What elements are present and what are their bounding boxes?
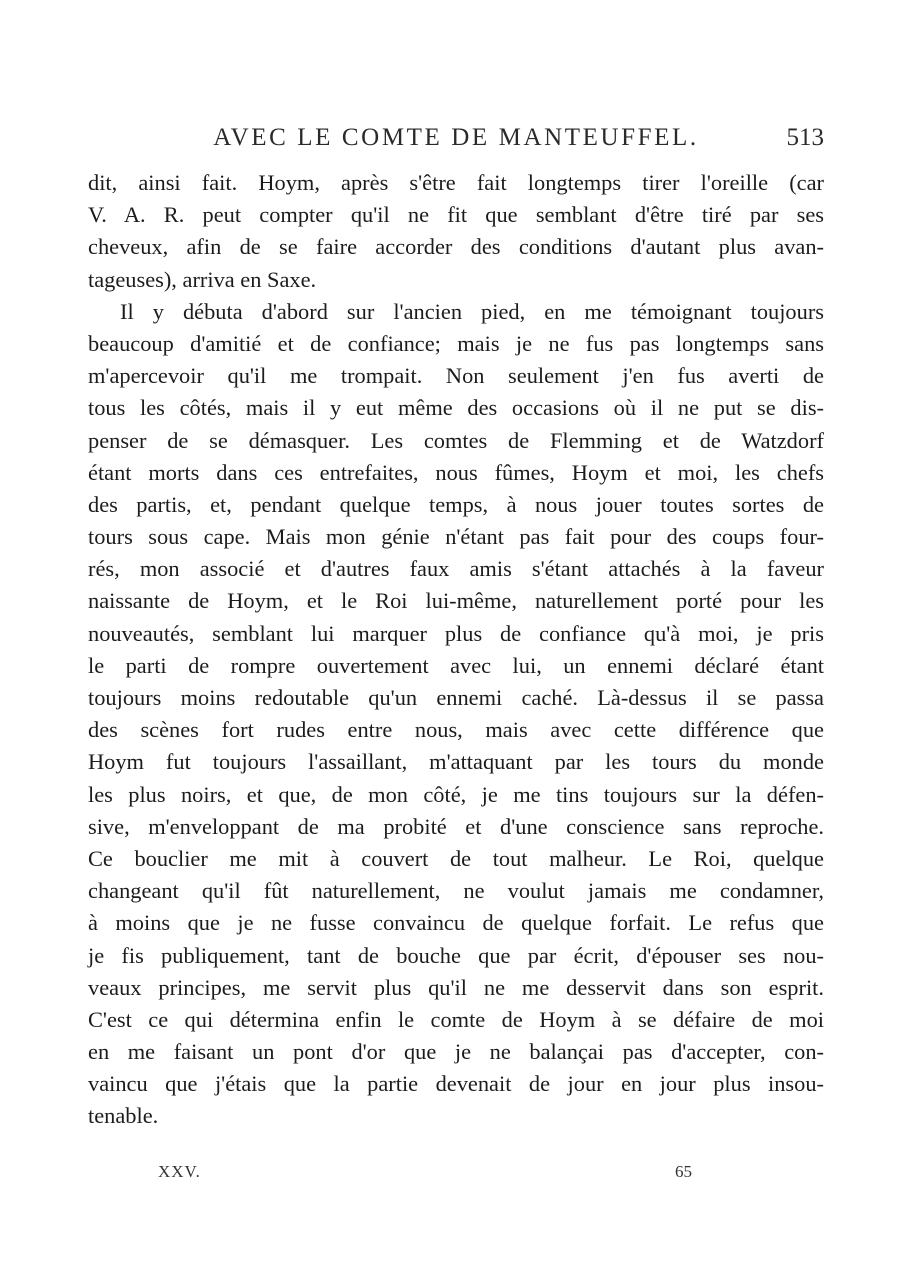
- text-line: vaincu que j'étais que la partie devenait de jour en jour plus insou-: [88, 1071, 824, 1097]
- text-line: en me faisant un pont d'or que je ne balançai pas d'accepter, con-: [88, 1039, 824, 1065]
- text-line: tous les côtés, mais il y eut même des occasions où il ne put se dis-: [88, 395, 824, 421]
- text-line: changeant qu'il fût naturellement, ne voulut jamais me condamner,: [88, 878, 824, 904]
- text-line: beaucoup d'amitié et de confiance; mais je ne fus pas longtemps sans: [88, 330, 824, 356]
- text-line: C'est ce qui détermina enfin le comte de Hoym à se défaire de moi: [88, 1006, 824, 1032]
- text-line: Hoym fut toujours l'assaillant, m'attaquant par les tours du monde: [88, 749, 824, 775]
- running-head: [88, 120, 824, 156]
- folio-number: 65: [675, 1162, 692, 1181]
- text-line: veaux principes, me servit plus qu'il ne me desservit dans son esprit.: [88, 974, 824, 1000]
- text-line: des partis, et, pendant quelque temps, à nous jouer toutes sortes de: [88, 491, 824, 517]
- running-title: AVEC LE COMTE DE MANTEUFFEL.: [213, 124, 699, 151]
- text-line: tenable.: [88, 1103, 159, 1129]
- text-line: V. A. R. peut compter qu'il ne fit que semblant d'être tiré par ses: [88, 202, 824, 228]
- text-line: cheveux, afin de se faire accorder des conditions d'autant plus avan-: [88, 234, 824, 260]
- text-line: nouveautés, semblant lui marquer plus de confiance qu'à moi, je pris: [88, 620, 824, 646]
- text-line: naissante de Hoym, et le Roi lui-même, naturellement porté pour les: [88, 588, 824, 614]
- text-line: les plus noirs, et que, de mon côté, je me tins toujours sur la défen-: [88, 781, 824, 807]
- text-line: m'apercevoir qu'il me trompait. Non seulement j'en fus averti de: [88, 363, 824, 389]
- text-line: sive, m'enveloppant de ma probité et d'une conscience sans reproche.: [88, 813, 824, 839]
- text-line: des scènes fort rudes entre nous, mais avec cette différence que: [88, 717, 824, 743]
- text-line: étant morts dans ces entrefaites, nous fûmes, Hoym et moi, les chefs: [88, 459, 824, 485]
- text-line: rés, mon associé et d'autres faux amis s'étant attachés à la faveur: [88, 556, 824, 582]
- body-text: [88, 167, 824, 1133]
- text-line: Ce bouclier me mit à couvert de tout malheur. Le Roi, quelque: [88, 845, 824, 871]
- text-line: toujours moins redoutable qu'un ennemi caché. Là-dessus il se passa: [88, 685, 824, 710]
- text-line: Il y débuta d'abord sur l'ancien pied, en me témoignant toujours: [120, 298, 824, 324]
- page-footer: [0, 1158, 900, 1186]
- text-line: à moins que je ne fusse convaincu de quelque forfait. Le refus que: [88, 910, 824, 936]
- text-line: penser de se démasquer. Les comtes de Flemming et de Watzdorf: [88, 427, 824, 453]
- signature-mark: XXV.: [158, 1162, 201, 1181]
- text-line: tageuses), arriva en Saxe.: [88, 266, 317, 292]
- text-line: tours sous cape. Mais mon génie n'étant pas fait pour des coups four-: [88, 524, 824, 550]
- text-line: je fis publiquement, tant de bouche que par écrit, d'épouser ses nou-: [88, 942, 824, 968]
- page-number: 513: [786, 124, 824, 151]
- text-line: dit, ainsi fait. Hoym, après s'être fait longtemps tirer l'oreille (car: [88, 170, 824, 195]
- text-line: le parti de rompre ouvertement avec lui, un ennemi déclaré étant: [88, 652, 824, 678]
